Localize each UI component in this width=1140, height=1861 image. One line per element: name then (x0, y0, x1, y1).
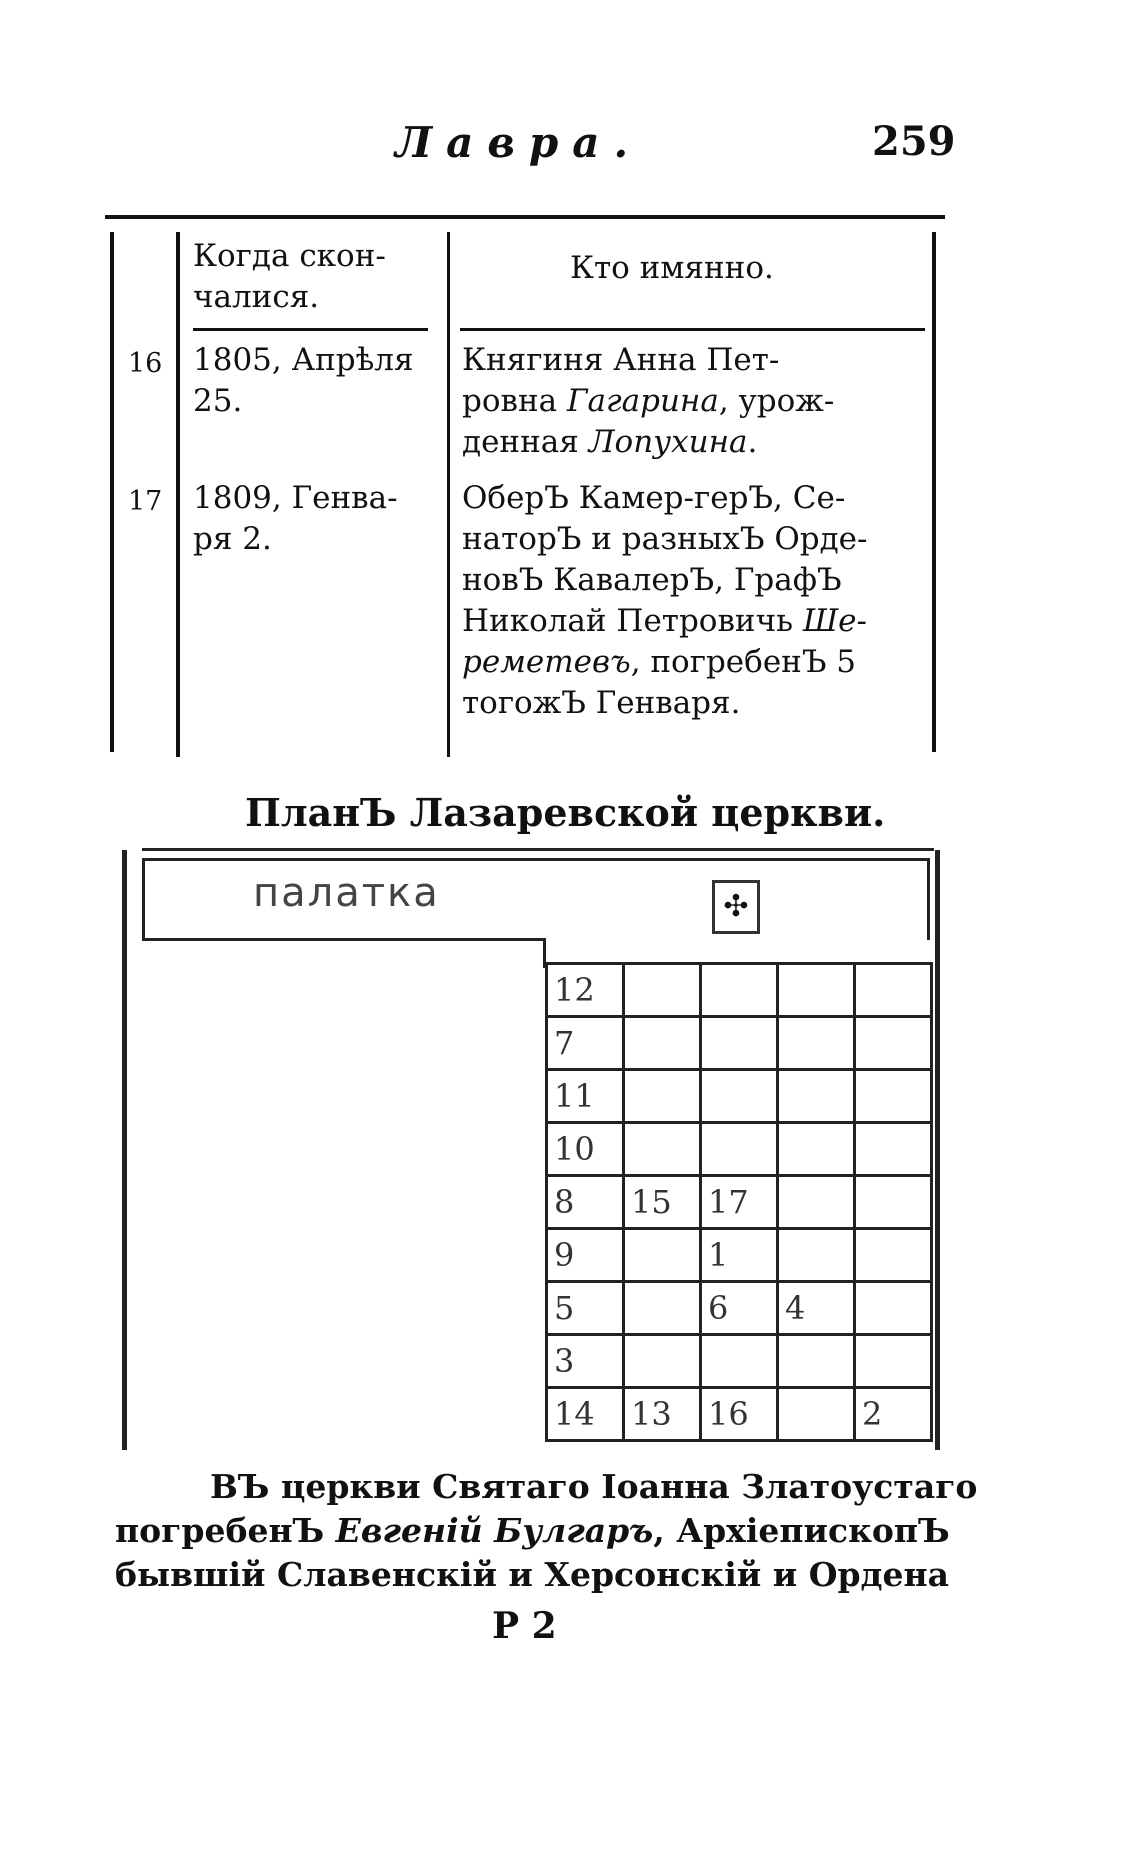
grave-cell (778, 1123, 855, 1176)
grave-cell (855, 1123, 932, 1176)
grave-cell: 8 (547, 1176, 624, 1229)
grid-row (547, 1176, 932, 1229)
row-who-text: . (747, 424, 758, 460)
grave-cell (701, 1070, 778, 1123)
grave-cell (778, 1388, 855, 1441)
grave-cell: 2 (855, 1388, 932, 1441)
table-right-border (932, 232, 936, 752)
row-date (193, 340, 414, 422)
grave-cell (624, 1229, 701, 1282)
table-divider-date (447, 232, 450, 757)
row-who-text: новЪ КавалерЪ, ГрафЪ (462, 562, 842, 598)
grave-cell (778, 964, 855, 1017)
row-who (462, 340, 932, 463)
date-header-line: Когда скон- (193, 238, 386, 274)
row-who-text: Николай Петровичь (462, 603, 803, 639)
grid-row (547, 964, 932, 1017)
grave-cell (624, 1017, 701, 1070)
grave-cell: 3 (547, 1335, 624, 1388)
grave-cell (778, 1017, 855, 1070)
row-who-text: наторЪ и разныхЪ Орде- (462, 521, 868, 557)
grave-cell (624, 964, 701, 1017)
grave-cell (855, 1229, 932, 1282)
row-who-line (462, 683, 932, 724)
grave-cell: 11 (547, 1070, 624, 1123)
footer-text-part: , АрхіепископЪ (653, 1511, 950, 1550)
grave-cell: 12 (547, 964, 624, 1017)
grave-cell: 4 (778, 1282, 855, 1335)
row-number: 16 (128, 348, 163, 379)
row-who-text: денная (462, 424, 589, 460)
row-date-line: 25. (193, 383, 243, 419)
grave-cell (624, 1282, 701, 1335)
grave-cell: 10 (547, 1123, 624, 1176)
running-head-title: Лавра. (395, 118, 643, 167)
grave-cell (701, 1335, 778, 1388)
grave-cell: 5 (547, 1282, 624, 1335)
row-who-text: Княгиня Анна Пет- (462, 342, 780, 378)
row-who-text: Лопухина (588, 424, 748, 460)
footer-line (115, 1509, 960, 1553)
grave-cell (855, 1017, 932, 1070)
grid-row (547, 1388, 932, 1441)
grave-cell (855, 1335, 932, 1388)
row-who-line (462, 519, 932, 560)
grave-cell (855, 964, 932, 1017)
row-who-text: тогожЪ Генваря. (462, 685, 741, 721)
altar-cross-icon: ✣ (712, 880, 760, 934)
plan-outer-left-wall (122, 850, 127, 1450)
grave-cell (624, 1123, 701, 1176)
grid-row (547, 1282, 932, 1335)
row-who-line (462, 422, 932, 463)
grave-cell (701, 964, 778, 1017)
footer-text-part: погребенЪ (115, 1511, 336, 1550)
plan-top-wall (142, 848, 934, 851)
footer-name: Евгеній Булгаръ (335, 1511, 654, 1550)
grave-cell: 7 (547, 1017, 624, 1070)
row-who-text: , урож- (718, 383, 835, 419)
grave-cell: 9 (547, 1229, 624, 1282)
grave-cell (778, 1335, 855, 1388)
grave-cell: 16 (701, 1388, 778, 1441)
row-who-text: ОберЪ Камер-герЪ, Се- (462, 480, 846, 516)
row-who-text: Ше- (802, 603, 868, 639)
plan-title: ПланЪ Лазаревской церкви. (245, 790, 886, 835)
header-rule (105, 215, 945, 219)
grid-row (547, 1017, 932, 1070)
header-underline-date (193, 328, 428, 331)
row-who-line (462, 642, 932, 683)
row-who-line (462, 381, 932, 422)
header-underline-who (460, 328, 925, 331)
grave-cell (778, 1070, 855, 1123)
date-column-header (193, 236, 386, 318)
grid-row (547, 1070, 932, 1123)
grave-cell (624, 1335, 701, 1388)
row-who-line (462, 601, 932, 642)
signature-mark: Р 2 (492, 1605, 557, 1647)
date-header-line: чалися. (193, 279, 320, 315)
plan-outer-right-wall (935, 850, 940, 1450)
row-date-line: 1805, Апрѣля (193, 342, 414, 378)
footer-line: бывшій Славенскій и Херсонскій и Ордена (115, 1555, 950, 1594)
grave-cell (778, 1229, 855, 1282)
row-who-text: Гагарина (566, 383, 719, 419)
palatka-label: палатка (253, 870, 440, 916)
grave-cell (855, 1070, 932, 1123)
row-who-text: реметевъ (462, 644, 631, 680)
row-date-line: 1809, Генва- (193, 480, 398, 516)
row-who-text: , погребенЪ 5 (630, 644, 857, 680)
row-number: 17 (128, 486, 163, 517)
page-number: 259 (872, 118, 956, 165)
grave-cell: 17 (701, 1176, 778, 1229)
grave-cell: 13 (624, 1388, 701, 1441)
grave-cell: 6 (701, 1282, 778, 1335)
grid-row (547, 1123, 932, 1176)
grave-cell (624, 1070, 701, 1123)
table-divider-num (176, 232, 180, 757)
grid-row (547, 1229, 932, 1282)
grave-cell (701, 1017, 778, 1070)
row-who-text: ровна (462, 383, 567, 419)
table-left-border (110, 232, 114, 752)
row-date-line: ря 2. (193, 521, 272, 557)
grave-cell (855, 1282, 932, 1335)
row-date (193, 478, 398, 560)
row-who (462, 478, 932, 724)
grave-cell: 1 (701, 1229, 778, 1282)
row-who-line (462, 478, 932, 519)
grid-row (547, 1335, 932, 1388)
footer-line: ВЪ церкви Святаго Іоанна Златоустаго (210, 1467, 978, 1506)
who-column-header: Кто имянно. (570, 250, 774, 286)
row-who-line (462, 340, 932, 381)
palatka-bottom-wall (142, 938, 545, 941)
grave-cell (701, 1123, 778, 1176)
grave-cell (855, 1176, 932, 1229)
burial-grid (545, 962, 933, 1442)
row-who-line (462, 560, 932, 601)
grave-cell (778, 1176, 855, 1229)
grave-cell: 14 (547, 1388, 624, 1441)
grave-cell: 15 (624, 1176, 701, 1229)
footer-text (115, 1465, 978, 1597)
